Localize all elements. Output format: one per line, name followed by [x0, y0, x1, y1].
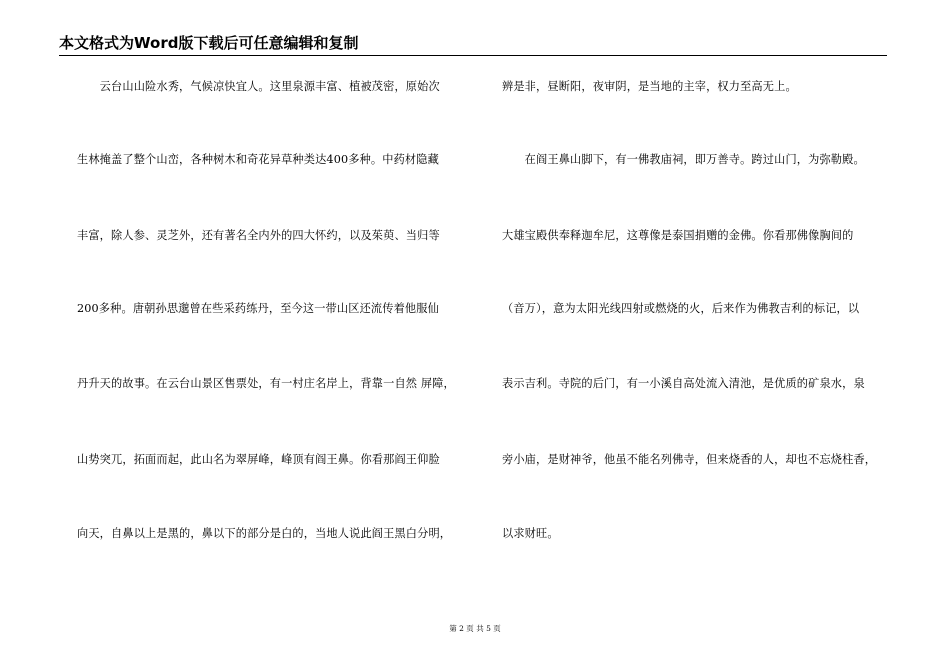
left-line-2: 生林掩盖了整个山峦，各种树木和奇花异草种类达400多种。中药材隐藏 [77, 153, 439, 166]
right-line-3: 大雄宝殿供奉释迦牟尼，这尊像是泰国捐赠的金佛。你看那佛像胸间的 [502, 229, 854, 242]
left-line-7: 向天，自鼻以上是黑的，鼻以下的部分是白的，当地人说此阎王黑白分明， [77, 527, 452, 540]
left-line-1: 云台山山险水秀，气候凉快宜人。这里泉源丰富、植被茂密，原始次 [77, 80, 440, 93]
right-line-2: 在阎王鼻山脚下，有一佛教庙祠，即万善寺。跨过山门，为弥勒殿。 [502, 153, 865, 166]
left-line-3: 丰富，除人参、灵芝外，还有著名全内外的四大怀约，以及茱萸、当归等 [77, 229, 440, 242]
right-line-6: 旁小庙，是财神爷，他虽不能名列佛寺，但来烧香的人，却也不忘烧柱香， [502, 453, 877, 466]
left-line-4: 200多种。唐朝孙思邈曾在些采药练丹，至今这一带山区还流传着他服仙 [77, 302, 439, 315]
right-line-5: 表示吉利。寺院的后门，有一小溪自高处流入清池，是优质的矿泉水，泉 [502, 377, 865, 390]
right-line-1: 辨是非，昼断阳，夜审阴，是当地的主宰，权力至高无上。 [502, 80, 797, 93]
right-line-4: （音万），意为太阳光线四射或燃烧的火，后来作为佛教吉利的标记，以 [502, 302, 860, 315]
left-line-5: 丹升天的故事。在云台山景区售票处，有一村庄名岸上，背靠一自然 屏障， [77, 377, 455, 390]
page-number-footer: 第 2 页 共 5 页 [449, 624, 501, 633]
left-line-6: 山势突兀，拓面而起，此山名为翠屏峰，峰顶有阎王鼻。你看那阎王仰脸 [77, 453, 440, 466]
right-line-7: 以求财旺。 [502, 527, 559, 540]
header-divider [59, 55, 887, 56]
document-header-title: 本文格式为Word版下载后可任意编辑和复制 [59, 34, 359, 52]
